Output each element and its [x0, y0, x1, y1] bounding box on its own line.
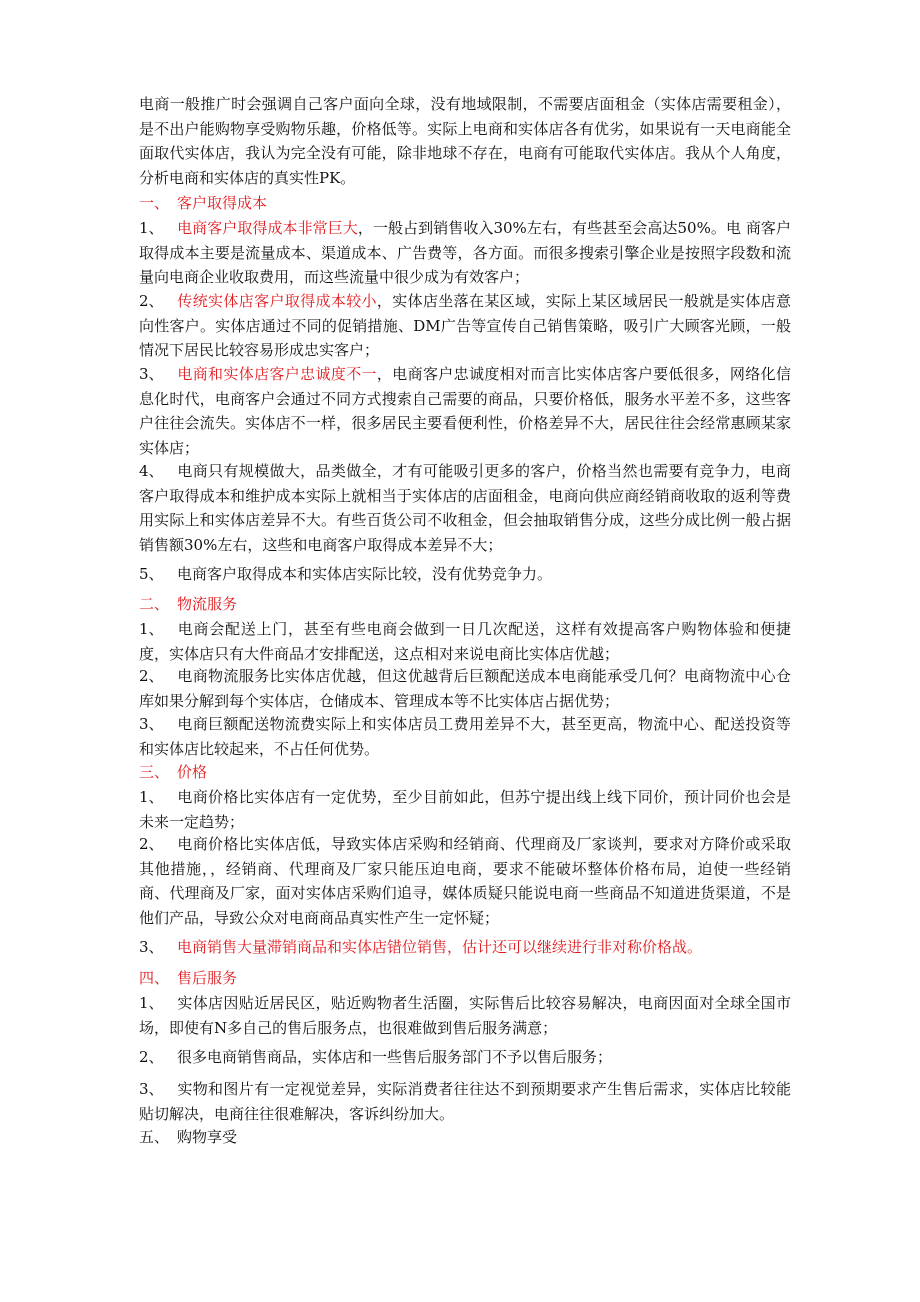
- section-number: 二、: [139, 595, 170, 613]
- section-4-heading: [139, 966, 237, 990]
- item-text: 电商只有规模做大，品类做全，才有可能吸引更多的客户，价格当然也需要有竞争力，电商客户取得成本和维护成本实际上就相当于实体店的店面租金，电商向供应商经销商收取的返利等费用实际上和实体店差异不大。有些百货公司不收租金，但会抽取销售分成，这些分成比例一般占据销售额30%左右，这些和电商客户取得成本差异不大；: [139, 462, 791, 554]
- item-number: 1、: [139, 788, 164, 806]
- item-highlight: 电商销售大量滞销商品和实体店错位销售，估计还可以继续进行非对称价格战。: [177, 938, 703, 956]
- section-4-item-3: [139, 1077, 791, 1126]
- item-text: 电商价格比实体店低，导致实体店采购和经销商、代理商及厂家谈判，要求对方降价或采取其他措施，，经销商、代理商及厂家只能压迫电商，要求不能破坏整体价格布局，迫使一些经销商、代理商及厂家，面对实体店采购们追寻，媒体质疑只能说电商一些商品不知道进货渠道，不是他们产品，导致公众对电商商品真实性产生一定怀疑；: [139, 835, 791, 927]
- item-number: 3、: [139, 1080, 164, 1098]
- item-number: 1、: [139, 994, 164, 1012]
- section-title: 客户取得成本: [177, 194, 268, 212]
- section-title: 物流服务: [177, 595, 238, 613]
- section-3-item-3: [139, 935, 791, 960]
- item-number: 4、: [139, 462, 164, 480]
- section-4-item-2: [139, 1045, 791, 1070]
- item-text: 电商客户取得成本和实体店实际比较，没有优势竞争力。: [177, 565, 553, 583]
- item-number: 2、: [139, 667, 164, 685]
- section-number: 一、: [139, 194, 170, 212]
- section-title: 价格: [177, 763, 208, 781]
- section-3-item-2: [139, 832, 791, 930]
- section-1-item-1: [139, 216, 791, 290]
- section-2-heading: [139, 592, 237, 616]
- item-highlight: 电商客户取得成本非常巨大: [177, 219, 358, 237]
- section-1-item-4: [139, 459, 791, 557]
- item-text: ，实体店坐落在某区域，实际上某区域居民一般就是实体店意向性客户。实体店通过不同的促销措施、DM广告等宣传自己销售策略，吸引广大顾客光顾，一般情况下居民比较容易形成忠实客户；: [139, 292, 791, 359]
- section-3-heading: [139, 760, 207, 784]
- section-number: 三、: [139, 763, 170, 781]
- section-1-item-2: [139, 289, 791, 363]
- item-number: 5、: [139, 565, 164, 583]
- section-title: 售后服务: [177, 969, 238, 987]
- section-number: 四、: [139, 969, 170, 987]
- item-number: 1、: [139, 219, 164, 237]
- section-2-item-1: [139, 617, 791, 666]
- intro-text: 电商一般推广时会强调自己客户面向全球，没有地域限制，不需要店面租金（实体店需要租金），是不出户能购物享受购物乐趣，价格低等。实际上电商和实体店各有优劣，如果说有一天电商能全面取代实体店，我认为完全没有可能，除非地球不存在，电商有可能取代实体店。我从个人角度，分析电商和实体店的真实性PK。: [139, 95, 791, 187]
- item-number: 2、: [139, 1048, 164, 1066]
- section-2-item-3: [139, 712, 791, 761]
- item-text: ，一般占到销售收入30%左右，有些甚至会高达50%。电 商客户取得成本主要是流量成本、渠道成本、广告费等，各方面。而很多搜索引擎企业是按照字段数和流量向电商企业收取费用，而这些流量中很少成为有效客户；: [139, 219, 791, 286]
- item-text: ，电商客户忠诚度相对而言比实体店客户要低很多，网络化信息化时代，电商客户会通过不同方式搜索自己需要的商品，只要价格低，服务水平差不多，这些客户往往会流失。实体店不一样，很多居民主要看便利性，价格差异不大，居民往往会经常惠顾某家实体店；: [139, 365, 791, 457]
- item-text: 很多电商销售商品，实体店和一些售后服务部门不予以售后服务；: [177, 1048, 613, 1066]
- section-3-item-1: [139, 785, 791, 834]
- item-text: 实物和图片有一定视觉差异，实际消费者往往达不到预期要求产生售后需求，实体店比较能贴切解决，电商往往很难解决，客诉纠纷加大。: [139, 1080, 791, 1123]
- item-text: 电商价格比实体店有一定优势，至少目前如此，但苏宁提出线上线下同价，预计同价也会是未来一定趋势；: [139, 788, 791, 831]
- item-number: 3、: [139, 715, 164, 733]
- section-1-item-5: [139, 562, 791, 587]
- section-1-item-3: [139, 362, 791, 460]
- item-number: 1、: [139, 620, 164, 638]
- item-number: 2、: [139, 835, 164, 853]
- item-text: 电商巨额配送物流费实际上和实体店员工费用差异不大，甚至更高，物流中心、配送投资等和实体店比较起来，不占任何优势。: [139, 715, 791, 758]
- item-number: 2、: [139, 292, 164, 310]
- item-text: 电商会配送上门，甚至有些电商会做到一日几次配送，这样有效提高客户购物体验和便捷度，实体店只有大件商品才安排配送，这点相对来说电商比实体店优越；: [139, 620, 791, 663]
- item-highlight: 传统实体店客户取得成本较小: [177, 292, 377, 310]
- item-highlight: 电商和实体店客户忠诚度不一: [177, 365, 377, 383]
- section-5-heading: [139, 1125, 237, 1149]
- item-number: 3、: [139, 365, 164, 383]
- item-text: 电商物流服务比实体店优越，但这优越背后巨额配送成本电商能承受几何？电商物流中心仓库如果分解到每个实体店，仓储成本、管理成本等不比实体店占据优势；: [139, 667, 791, 710]
- section-number: 五、: [139, 1128, 170, 1146]
- intro-paragraph: [139, 92, 791, 190]
- section-1-heading: [139, 191, 267, 215]
- section-title: 购物享受: [177, 1128, 238, 1146]
- section-2-item-2: [139, 664, 791, 713]
- item-number: 3、: [139, 938, 164, 956]
- item-text: 实体店因贴近居民区，贴近购物者生活圈，实际售后比较容易解决，电商因面对全球全国市场，即使有N多自己的售后服务点，也很难做到售后服务满意；: [139, 994, 791, 1037]
- section-4-item-1: [139, 991, 791, 1040]
